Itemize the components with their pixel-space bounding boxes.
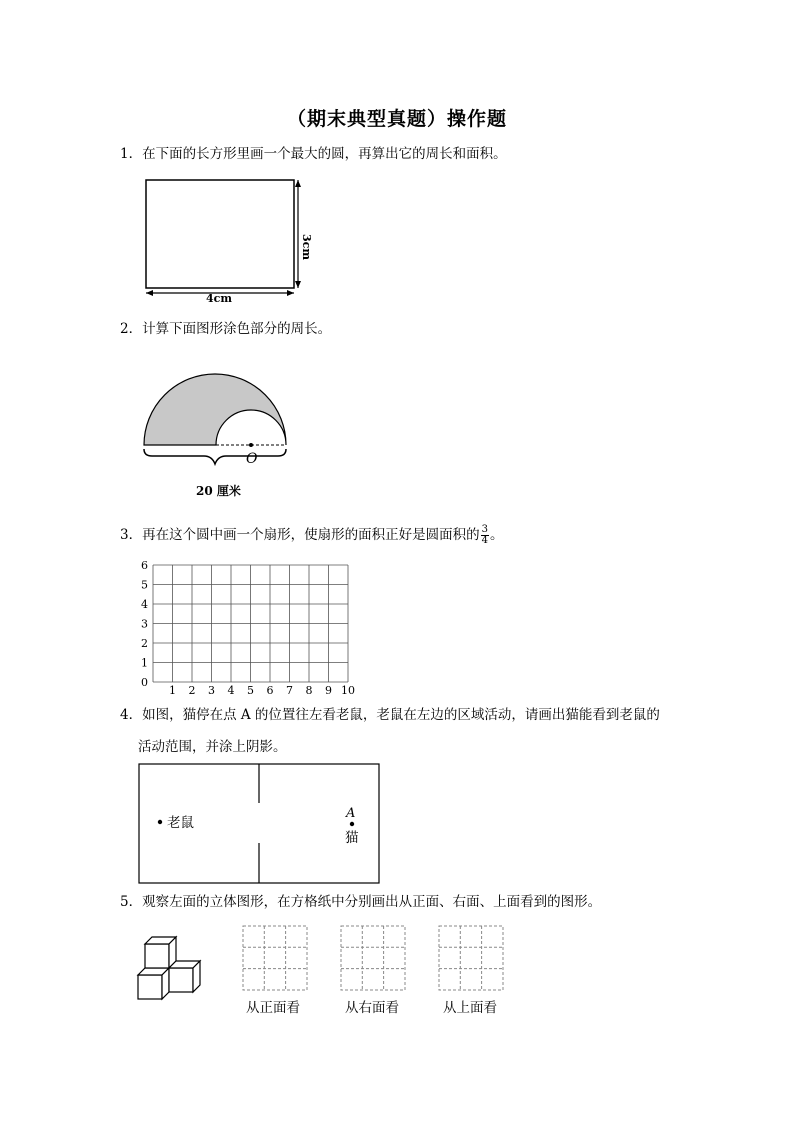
q3-x-tick-label: 6 (266, 684, 274, 697)
q3-y-tick-label: 0 (141, 676, 148, 689)
q2-shaded-region (144, 374, 286, 445)
q3-x-tick-label: 8 (305, 684, 313, 697)
q3-y-tick-label: 5 (141, 578, 148, 592)
q3-text-before: 3．再在这个圆中画一个扇形，使扇形的面积正好是圆面积的 (120, 527, 480, 543)
q3-fraction-numerator: 3 (481, 524, 488, 535)
q3-grid-lines (153, 565, 348, 682)
q1-height-arrow-bottom (295, 281, 301, 288)
q5-caption-right: 从右面看 (345, 1000, 399, 1016)
q1-width-arrow-left (146, 290, 153, 296)
q4-point-a-label: A (346, 806, 356, 821)
q1-rectangle-figure (138, 174, 313, 306)
q3-x-tick-label: 1 (169, 684, 176, 697)
q4-cat-point (350, 822, 354, 826)
q3-x-tick-label: 7 (286, 684, 293, 697)
q5-caption-top: 从上面看 (443, 1000, 497, 1016)
q5-cube-bottom-right (169, 961, 200, 992)
q3-y-tick-label: 2 (141, 637, 148, 650)
q5-cube-top (145, 937, 176, 968)
page-title: （期末典型真题）操作题 (286, 108, 507, 130)
q3-x-tick-label: 4 (227, 684, 235, 697)
question-4-line-2: 活动范围，并涂上阴影。 (138, 739, 287, 755)
q3-fraction (481, 525, 489, 546)
q1-height-arrow-top (295, 180, 301, 187)
q4-mouse-point (158, 820, 162, 824)
q3-x-tick-label: 9 (325, 684, 332, 697)
q1-rectangle (146, 180, 294, 288)
q3-x-tick-label: 3 (208, 684, 215, 697)
q2-center-point (249, 443, 253, 447)
q2-brace (144, 449, 286, 464)
q3-x-tick-label: 5 (247, 684, 254, 697)
question-5-text: 5．观察左面的立体图形，在方格纸中分别画出从正面、右面、上面看到的图形。 (120, 894, 602, 910)
q5-cube-stack-figure (135, 930, 205, 1002)
q1-width-label: 4cm (206, 292, 232, 305)
q4-room-figure (137, 762, 383, 886)
question-3-text (120, 525, 503, 546)
q1-height-label: 3cm (300, 234, 313, 260)
q2-center-label: O (246, 451, 258, 467)
q3-y-tick-labels (141, 559, 148, 689)
q2-semicircle-figure (138, 356, 298, 504)
q5-cube-bottom-left (138, 968, 169, 999)
q3-x-tick-labels (169, 684, 355, 697)
q3-x-tick-label: 2 (188, 684, 196, 697)
q4-mouse-label: 老鼠 (167, 815, 194, 831)
q3-y-tick-label: 6 (141, 559, 148, 572)
q4-cat-label: 猫 (345, 830, 359, 846)
q3-y-tick-label: 3 (141, 617, 148, 631)
q3-y-tick-label: 1 (141, 656, 148, 670)
q5-front-view-grid[interactable] (242, 925, 308, 991)
q3-x-tick-label: 10 (341, 684, 355, 697)
q3-fraction-denominator: 4 (481, 535, 488, 546)
q5-right-view-grid[interactable] (340, 925, 406, 991)
q1-width-arrow-right (287, 290, 294, 296)
question-1-text: 1．在下面的长方形里画一个最大的圆，再算出它的周长和面积。 (120, 146, 507, 162)
q3-grid-figure (135, 556, 370, 698)
q3-text-after: 。 (489, 527, 504, 543)
question-2-text: 2．计算下面图形涂色部分的周长。 (120, 321, 332, 337)
q2-length-label: 20 厘米 (196, 484, 241, 498)
question-4-line-1: 4．如图，猫停在点 A 的位置往左看老鼠，老鼠在左边的区域活动，请画出猫能看到老鼠的 (120, 707, 660, 723)
q3-y-tick-label: 4 (141, 598, 148, 611)
q5-caption-front: 从正面看 (246, 1000, 300, 1016)
q5-top-view-grid[interactable] (438, 925, 504, 991)
